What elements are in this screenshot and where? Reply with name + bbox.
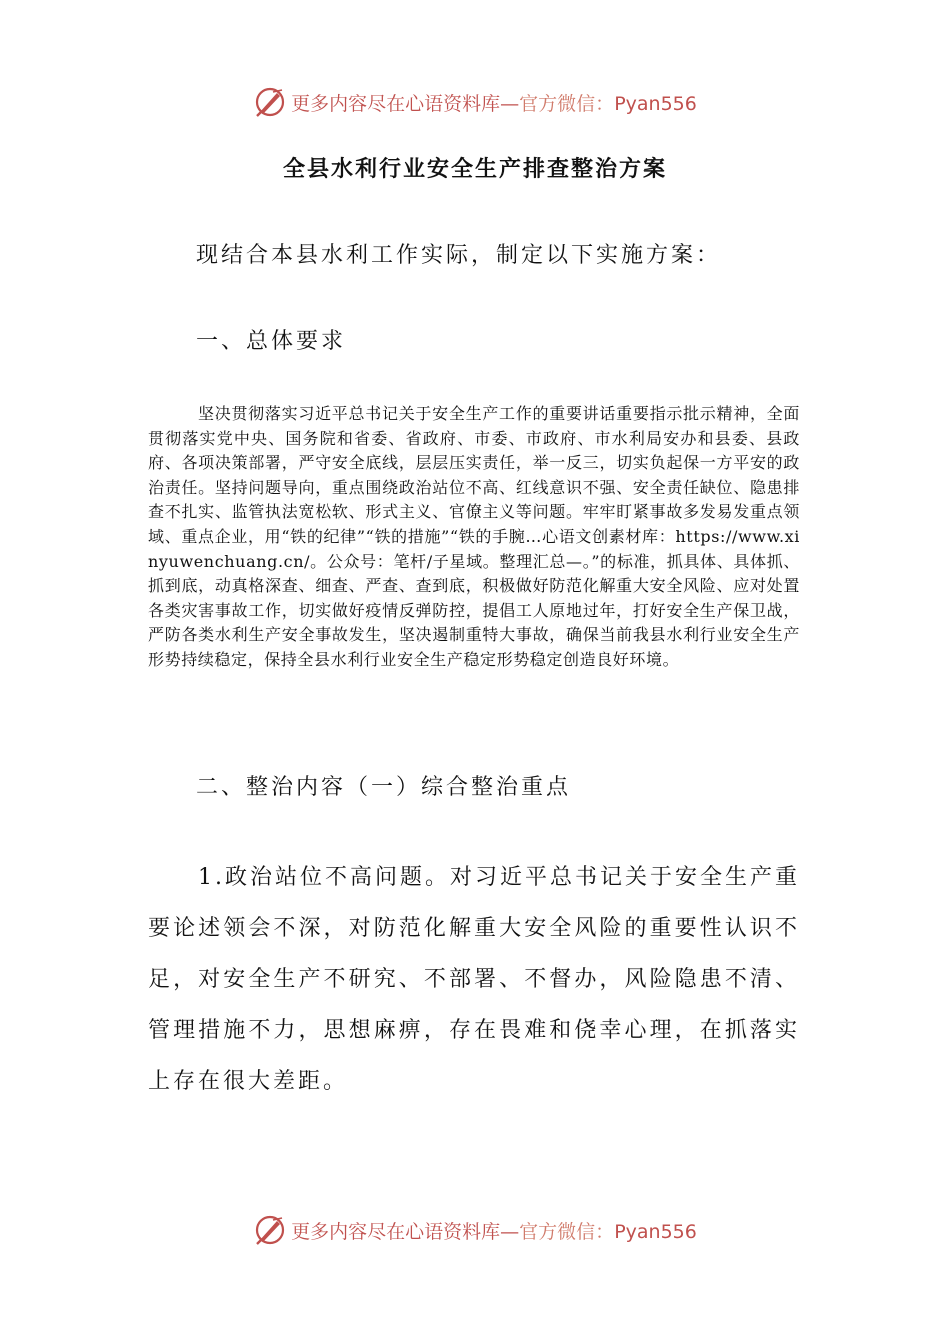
pen-logo-icon [253,1213,287,1247]
banner-wechat-id: Pyan556 [614,1220,697,1243]
banner-wechat-id: Pyan556 [614,92,697,115]
banner-main-text: 更多内容尽在心语资料库 [291,92,501,115]
section1-heading: 一、总体要求 [196,329,347,354]
footer-watermark-banner [0,1210,950,1250]
banner-wechat-label: 官方微信： [519,92,615,115]
banner-dash: — [500,1220,520,1243]
section2-heading: 二、整治内容（一）综合整治重点 [196,775,572,800]
header-watermark-banner [0,82,950,122]
banner-main-text: 更多内容尽在心语资料库 [291,1220,501,1243]
intro-paragraph: 现结合本县水利工作实际，制定以下实施方案： [196,243,722,268]
banner-text [291,1217,697,1244]
section1-body: 坚决贯彻落实习近平总书记关于安全生产工作的重要讲话重要指示批示精神，全面贯彻落实党中央、国务院和省委、省政府、市委、市政府、市水利局安办和县委、县政府、各项决策部署，严守安全底线，层层压实责任，举一反三，切实负起保一方平安的政治责任。坚持问题导向，重点围绕政治站位不高、红线意识不强、安全责任缺位、隐患排查不扎实、监管执法宽松软、形式主义、官僚主义等问题。牢牢盯紧事故多发易发重点领域、重点企业，用“铁的纪律”“铁的措施”“铁的手腕…心语文创素材库：https://www.xinyuwenchuang.cn/。公众号：笔杆/子星域。整理汇总—。”的标准，抓具体、具体抓、抓到底，动真格深查、细查、严查、查到底，积极做好防范化解重大安全风险、应对处置各类灾害事故工作，切实做好疫情反弹防控，提倡工人原地过年，打好安全生产保卫战，严防各类水利生产安全事故发生，坚决遏制重特大事故，确保当前我县水利行业安全生产形势持续稳定，保持全县水利行业安全生产稳定形势稳定创造良好环境。 [148,404,800,669]
banner-wechat-label: 官方微信： [519,1220,615,1243]
banner-text [291,89,697,116]
item1-paragraph: 1.政治站位不高问题。对习近平总书记关于安全生产重要论述领会不深，对防范化解重大安全风险的重要性认识不足，对安全生产不研究、不部署、不督办，风险隐患不清、管理措施不力，思想麻痹，存在畏难和侥幸心理，在抓落实上存在很大差距。 [148,865,800,1094]
pen-logo-icon [253,85,287,119]
document-title: 全县水利行业安全生产排查整治方案 [282,157,667,182]
banner-dash: — [500,92,520,115]
